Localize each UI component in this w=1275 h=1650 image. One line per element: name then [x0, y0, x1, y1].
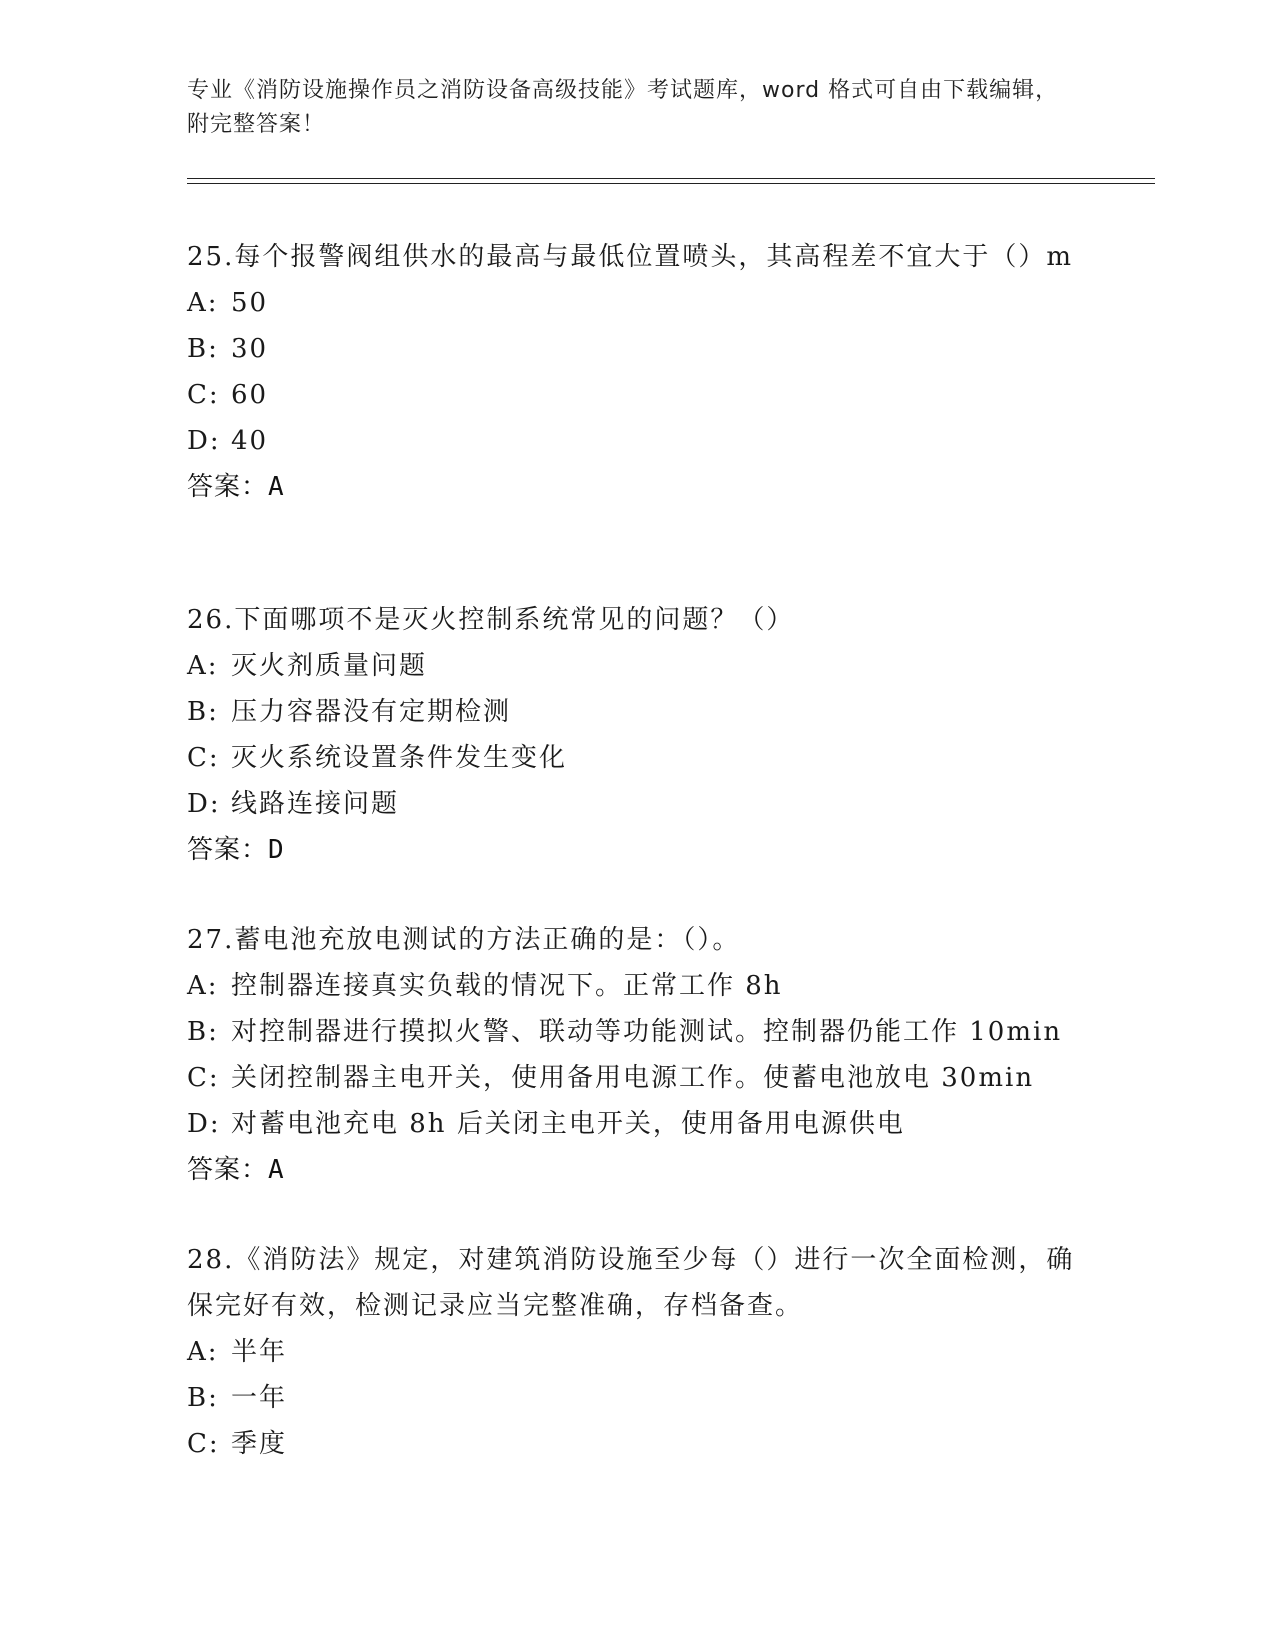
option-a [187, 643, 1087, 689]
option-text: 线路连接问题 [231, 789, 400, 819]
option-letter: C: [187, 380, 220, 410]
option-text: 对控制器进行摸拟火警、联动等功能测试。控制器仍能工作 10min [231, 1017, 1063, 1047]
option-text: 对蓄电池充电 8h 后关闭主电开关，使用备用电源供电 [231, 1109, 905, 1139]
option-text: 一年 [231, 1383, 288, 1413]
option-c [187, 735, 1087, 781]
option-text: 50 [231, 288, 269, 318]
option-letter: A: [187, 651, 219, 681]
option-letter: A: [187, 1337, 219, 1367]
question-stem: 28.《消防法》规定，对建筑消防设施至少每（）进行一次全面检测，确保完好有效，检测记录应当完整准确，存档备查。 [187, 1245, 1075, 1321]
answer-label: 答案： [187, 472, 269, 502]
option-c [187, 1055, 1087, 1101]
option-letter: A: [187, 971, 219, 1001]
answer-line [187, 464, 1087, 510]
option-a [187, 1329, 1087, 1375]
option-letter: B: [187, 697, 219, 727]
option-letter: C: [187, 1063, 220, 1093]
option-b [187, 689, 1087, 735]
answer-label: 答案： [187, 1155, 269, 1185]
option-d [187, 1101, 1087, 1147]
answer-value: A [268, 1155, 285, 1185]
header-divider-top [187, 178, 1155, 179]
option-text: 关闭控制器主电开关，使用备用电源工作。使蓄电池放电 30min [231, 1063, 1035, 1093]
option-text: 60 [231, 380, 269, 410]
option-text: 灭火剂质量问题 [231, 651, 428, 681]
question-28 [187, 1237, 1087, 1467]
question-stem: 26.下面哪项不是灭火控制系统常见的问题？（） [187, 605, 795, 635]
answer-value: D [268, 835, 285, 865]
option-text: 半年 [231, 1337, 288, 1367]
option-text: 压力容器没有定期检测 [231, 697, 512, 727]
option-letter: C: [187, 1429, 220, 1459]
option-text: 季度 [231, 1429, 288, 1459]
option-d [187, 418, 1087, 464]
answer-label: 答案： [187, 835, 269, 865]
document-header: 专业《消防设施操作员之消防设备高级技能》考试题库，word 格式可自由下载编辑，附完整答案！ [187, 78, 1059, 137]
header-divider-bottom [187, 183, 1155, 184]
answer-line [187, 1147, 1087, 1193]
option-text: 灭火系统设置条件发生变化 [231, 743, 568, 773]
option-letter: C: [187, 743, 220, 773]
option-b [187, 1009, 1087, 1055]
option-d [187, 781, 1087, 827]
option-text: 30 [231, 334, 269, 364]
option-letter: D: [187, 789, 221, 819]
option-text: 控制器连接真实负载的情况下。正常工作 8h [231, 971, 783, 1001]
option-letter: A: [187, 288, 219, 318]
option-a [187, 963, 1087, 1009]
option-text: 40 [231, 426, 269, 456]
option-c [187, 1421, 1087, 1467]
answer-value: A [268, 472, 285, 502]
answer-line [187, 827, 1087, 873]
option-b [187, 1375, 1087, 1421]
option-letter: B: [187, 1383, 219, 1413]
question-26 [187, 597, 1087, 873]
option-letter: D: [187, 1109, 221, 1139]
option-letter: B: [187, 334, 219, 364]
option-b [187, 326, 1087, 372]
question-stem: 27.蓄电池充放电测试的方法正确的是：（）。 [187, 925, 741, 955]
option-c [187, 372, 1087, 418]
question-27 [187, 917, 1087, 1193]
option-a [187, 280, 1087, 326]
question-stem: 25.每个报警阀组供水的最高与最低位置喷头，其高程差不宜大于（）m [187, 242, 1074, 272]
option-letter: B: [187, 1017, 219, 1047]
question-25 [187, 234, 1087, 510]
option-letter: D: [187, 426, 221, 456]
